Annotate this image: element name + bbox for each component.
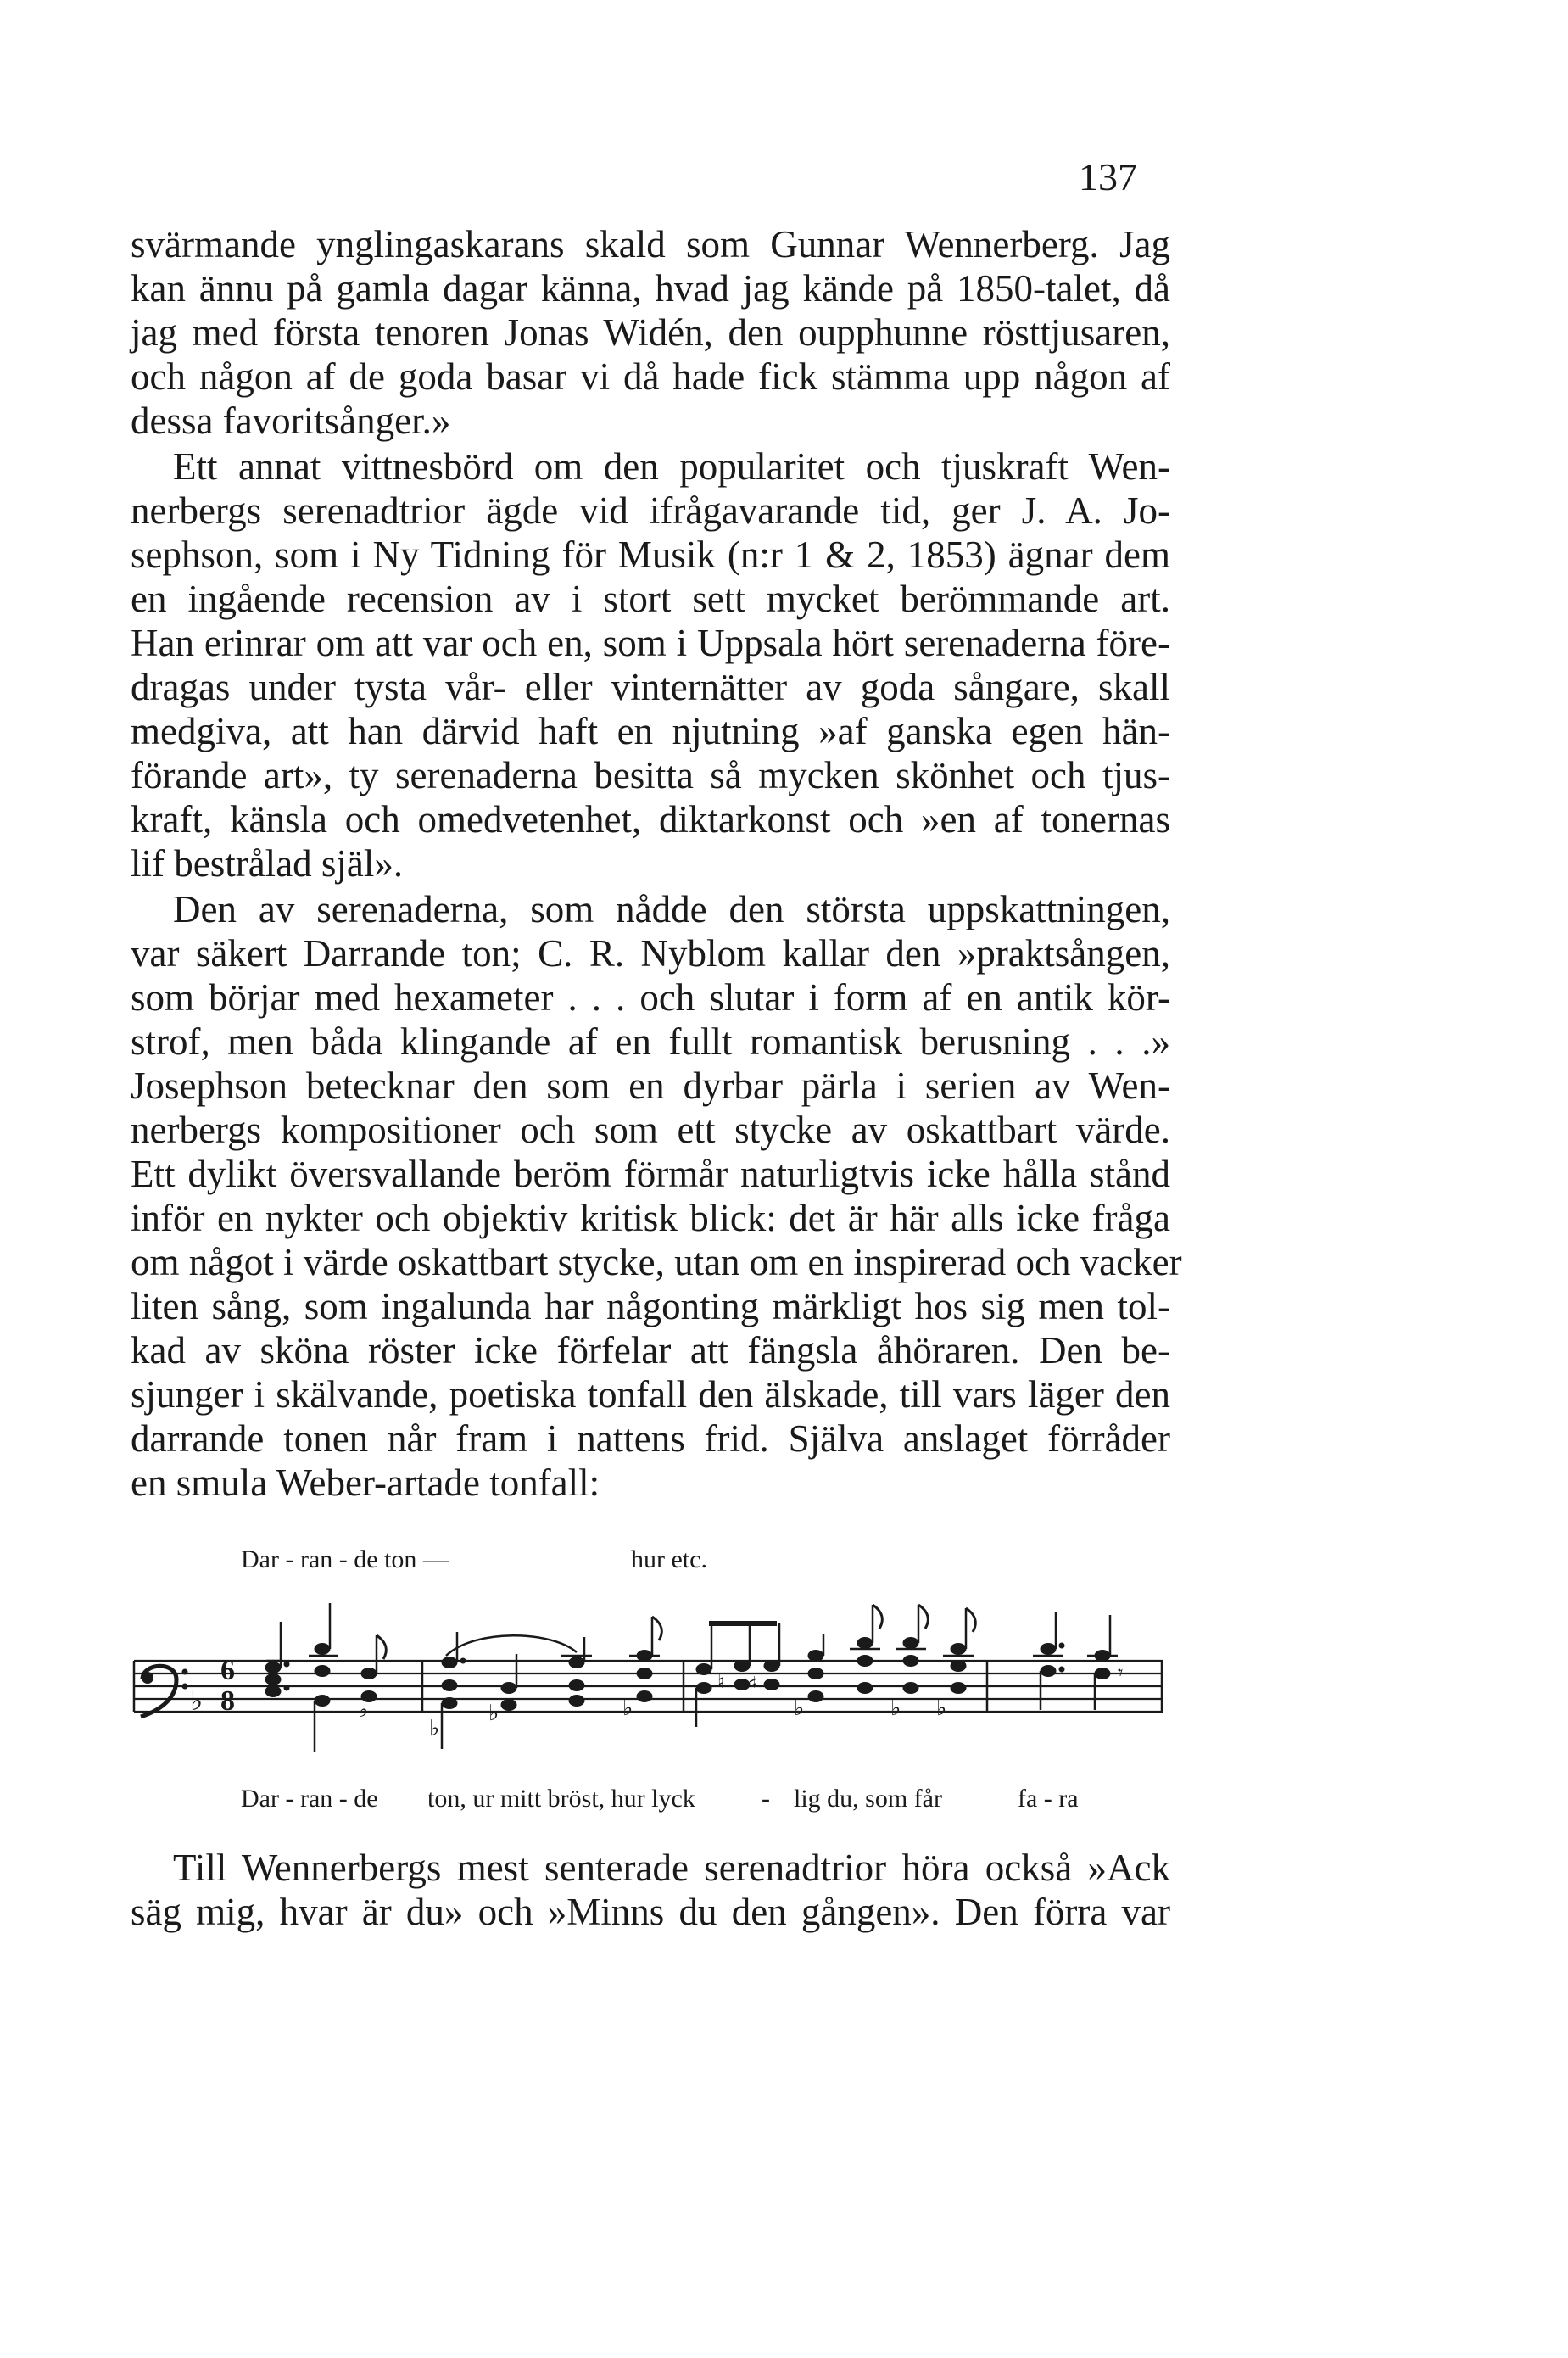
svg-text:♮: ♮ (717, 1672, 724, 1693)
music-lyric-bottom: Dar - ran - de (241, 1785, 378, 1813)
paragraph-3-line: Ett dylikt översvallande beröm förmår naturligtvis icke hålla stånd (131, 1153, 1170, 1195)
paragraph-3-line: en smula Weber-artade tonfall: (131, 1461, 600, 1504)
paragraph-4-line: säg mig, hvar är du» och »Minns du den gången». Den förra var (131, 1891, 1170, 1933)
paragraph-2-line: Han erinrar om att var och en, som i Uppsala hört serenaderna före- (131, 622, 1170, 664)
paragraph-2-line: sephson, som i Ny Tidning för Musik (n:r 1 & 2, 1853) ägnar dem (131, 534, 1170, 576)
paragraph-3-line: darrande tonen når fram i nattens frid. Själva anslaget förråder (131, 1417, 1170, 1460)
paragraph-4-line: Till Wennerbergs mest senterade serenadtrior höra också »Ack (173, 1847, 1170, 1889)
music-lyric-bottom: - (762, 1785, 770, 1813)
svg-text:♭: ♭ (358, 1697, 369, 1723)
paragraph-3-line: Den av serenaderna, som nådde den största uppskattningen, (173, 888, 1170, 930)
paragraph-1-line: dessa favoritsånger.» (131, 400, 451, 442)
svg-text:♭: ♭ (622, 1696, 633, 1721)
measure-2-notes (429, 1617, 661, 1749)
measure-3-notes (696, 1605, 975, 1727)
svg-text:♭: ♭ (488, 1701, 499, 1726)
paragraph-3-line: strof, men båda klingande af en fullt romantisk berusning . . .» (131, 1020, 1170, 1063)
paragraph-1-line: och någon af de goda basar vi då hade fick stämma upp någon af (131, 355, 1170, 398)
music-staff-notation (127, 1561, 1170, 1798)
paragraph-3-line: kad av sköna röster icke förfelar att fängsla åhöraren. Den be- (131, 1329, 1170, 1372)
page-number: 137 (1079, 155, 1137, 198)
paragraph-2-line: nerbergs serenadtrior ägde vid ifrågavarande tid, ger J. A. Jo- (131, 489, 1170, 532)
paragraph-1-line: svärmande ynglingaskarans skald som Gunnar Wennerberg. Jag (131, 223, 1170, 265)
paragraph-3-line: sjunger i skälvande, poetiska tonfall den älskade, till vars läger den (131, 1373, 1170, 1416)
music-lyric-top: Dar - ran - de ton — (241, 1545, 449, 1573)
paragraph-3-line: inför en nykter och objektiv kritisk blick: det är här alls icke fråga (131, 1197, 1170, 1239)
paragraph-2-line: förande art», ty serenaderna besitta så mycken skönhet och tjus- (131, 754, 1170, 796)
svg-text:♭: ♭ (936, 1696, 947, 1721)
paragraph-1-line: kan ännu på gamla dagar känna, hvad jag kände på 1850-talet, då (131, 267, 1170, 310)
svg-text:𝄾: 𝄾 (1118, 1661, 1124, 1685)
music-lyric-bottom: lig du, som får (794, 1785, 942, 1813)
paragraph-2-line: medgiva, att han därvid haft en njutning »af ganska egen hän- (131, 710, 1170, 752)
paragraph-2-line: dragas under tysta vår- eller vinternätter av goda sångare, skall (131, 666, 1170, 708)
measure-1-notes (265, 1603, 386, 1752)
paragraph-3-line: Josephson betecknar den som en dyrbar pärla i serien av Wen- (131, 1064, 1170, 1107)
svg-text:♭: ♭ (890, 1696, 901, 1721)
paragraph-3-line: var säkert Darrande ton; C. R. Nyblom kallar den »praktsången, (131, 932, 1170, 975)
music-lyric-top: hur etc. (631, 1545, 707, 1573)
time-signature-lower: 8 (220, 1685, 235, 1717)
paragraph-3-line: liten sång, som ingalunda har någonting märkligt hos sig men tol- (131, 1285, 1170, 1327)
paragraph-1-line: jag med första tenoren Jonas Widén, den oupphunne rösttjusaren, (131, 311, 1170, 354)
svg-text:♯: ♯ (748, 1674, 757, 1695)
paragraph-2-line: lif bestrålad själ». (131, 842, 404, 885)
flat-icon: ♭ (190, 1685, 204, 1717)
paragraph-3-line: som börjar med hexameter . . . och slutar i form af en antik kör- (131, 976, 1170, 1019)
music-lyric-bottom: ton, ur mitt bröst, hur lyck (427, 1785, 695, 1813)
music-example (127, 1561, 1170, 1798)
paragraph-2-line: en ingående recension av i stort sett mycket berömmande art. (131, 578, 1170, 620)
music-lyric-bottom: fa - ra (1018, 1785, 1079, 1813)
paragraph-2-line: Ett annat vittnesbörd om den popularitet och tjuskraft Wen- (173, 445, 1170, 488)
svg-text:♭: ♭ (429, 1716, 440, 1741)
paragraph-3-line: nerbergs kompositioner och som ett stycke av oskattbart värde. (131, 1109, 1170, 1151)
paragraph-3-line: om något i värde oskattbart stycke, utan om en inspirerad och vacker (131, 1241, 1182, 1283)
paragraph-2-line: kraft, känsla och omedvetenhet, diktarkonst och »en af tonernas (131, 798, 1170, 841)
svg-text:♭: ♭ (794, 1696, 805, 1721)
time-signature-upper: 6 (220, 1655, 235, 1686)
